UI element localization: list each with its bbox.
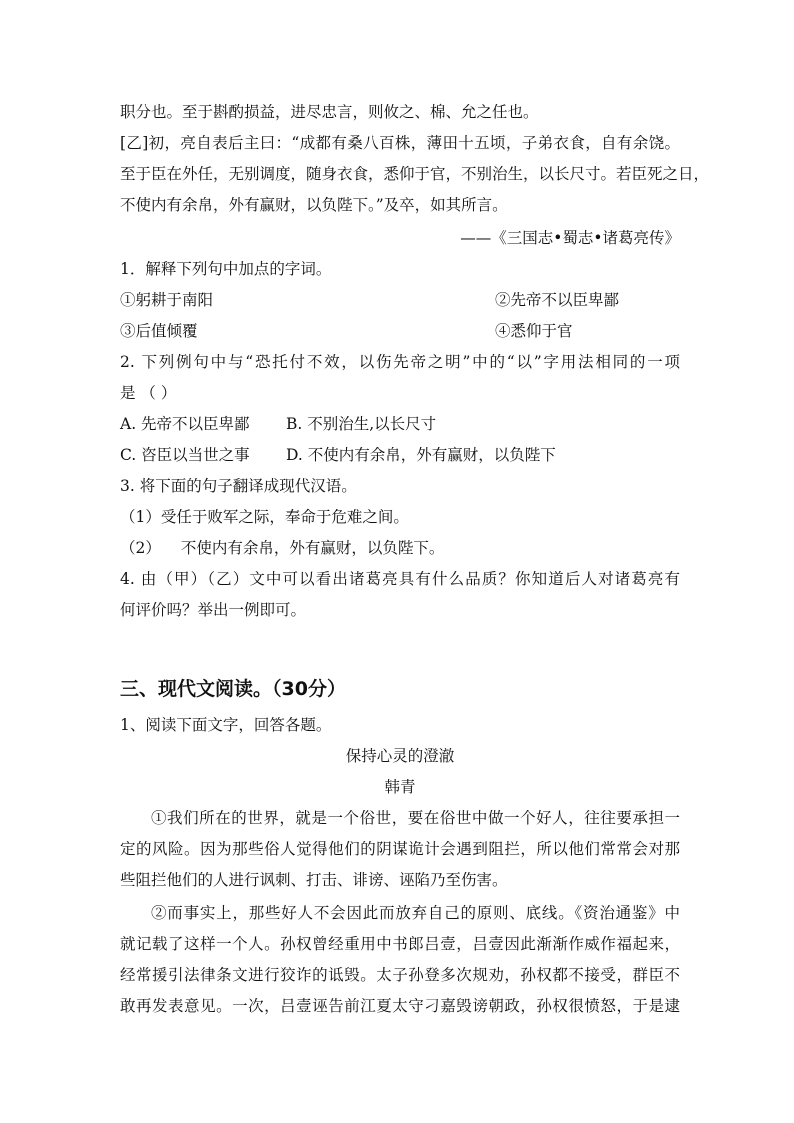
article-author: 韩青	[384, 778, 416, 796]
option-b: B. 不别治生,以长尺寸	[286, 415, 437, 433]
option-c: C. 咨臣以当世之事	[120, 446, 250, 464]
article-title: 保持心灵的澄澈	[345, 747, 455, 765]
question-3-sentence-2-text: 不使内有余帛，外有赢财，以负陛下。	[180, 539, 445, 557]
question-3-sentence-2-number: （2）	[120, 539, 161, 557]
question-2-row	[120, 414, 680, 434]
paragraph-line: ①我们所在的世界，就是一个俗世，要在俗世中做一个好人，往往要承担一	[151, 809, 680, 827]
question-1-row	[120, 290, 680, 310]
paragraph-line: 经常援引法律条文进行狡诈的诋毁。太子孙登多次规劝，孙权都不接受，群臣不	[120, 966, 680, 984]
passage-line: 不使内有余帛，外有赢财，以负陛下。”及卒，如其所言。	[120, 196, 508, 214]
question-1-item-c: ③后值倾覆	[120, 322, 198, 340]
section-heading: 三、现代文阅读。（30分）	[120, 678, 346, 700]
question-3: 3. 将下面的句子翻译成现代汉语。	[120, 477, 357, 495]
passage-source: ——《三国志•蜀志•诸葛亮传》	[460, 229, 680, 247]
paragraph-line: 就记载了这样一个人。孙权曾经重用中书郎吕壹，吕壹因此渐渐作威作福起来，	[120, 935, 680, 953]
question-3-sentence-2	[120, 538, 680, 558]
passage-line: [乙]初，亮自表后主曰：“成都有桑八百株，薄田十五顷，子弟衣食，自有余饶。	[120, 134, 680, 152]
paragraph-line: 定的风险。因为那些俗人觉得他们的阴谋诡计会遇到阻拦，所以他们常常会对那	[120, 840, 680, 858]
passage-line: 职分也。至于斟酌损益，进尽忠言，则攸之、棉、允之任也。	[120, 103, 539, 121]
option-d: D. 不使内有余帛，外有赢财，以负陛下	[286, 446, 556, 464]
passage-line: 至于臣在外任，无别调度，随身衣食，悉仰于官，不别治生，以长尺寸。若臣死之日，	[120, 165, 710, 183]
question-1: 1．解释下列句中加点的字词。	[120, 260, 332, 278]
section-intro: 1、阅读下面文字，回答各题。	[120, 716, 332, 734]
question-1-item-a: ①躬耕于南阳	[120, 291, 214, 309]
question-2-cont: 是 （ ）	[120, 384, 177, 402]
paragraph-line: 些阻拦他们的人进行讽刺、打击、诽谤、诬陷乃至伤害。	[120, 871, 508, 889]
question-4-cont: 何评价吗？举出一例即可。	[120, 601, 307, 619]
question-1-row	[120, 321, 680, 341]
paragraph-line: 敢再发表意见。一次，吕壹诬告前江夏太守刁嘉毁谤朝政，孙权很愤怒，于是逮	[120, 997, 680, 1015]
question-3-sentence-1: （1）受任于败军之际，奉命于危难之间。	[120, 508, 409, 526]
question-2: 2. 下列例句中与“恐托付不效，以伤先帝之明”中的“以”字用法相同的一项	[120, 353, 680, 371]
question-2-row	[120, 445, 680, 465]
question-4: 4. 由（甲）（乙）文中可以看出诸葛亮具有什么品质？你知道后人对诸葛亮有	[120, 570, 680, 588]
question-1-item-b: ②先帝不以臣卑鄙	[495, 291, 620, 309]
paragraph-line: ②而事实上，那些好人不会因此而放弃自己的原则、底线。《资治通鉴》中	[151, 904, 680, 922]
option-a: A. 先帝不以臣卑鄙	[120, 415, 250, 433]
question-1-item-d: ④悉仰于官	[495, 322, 573, 340]
